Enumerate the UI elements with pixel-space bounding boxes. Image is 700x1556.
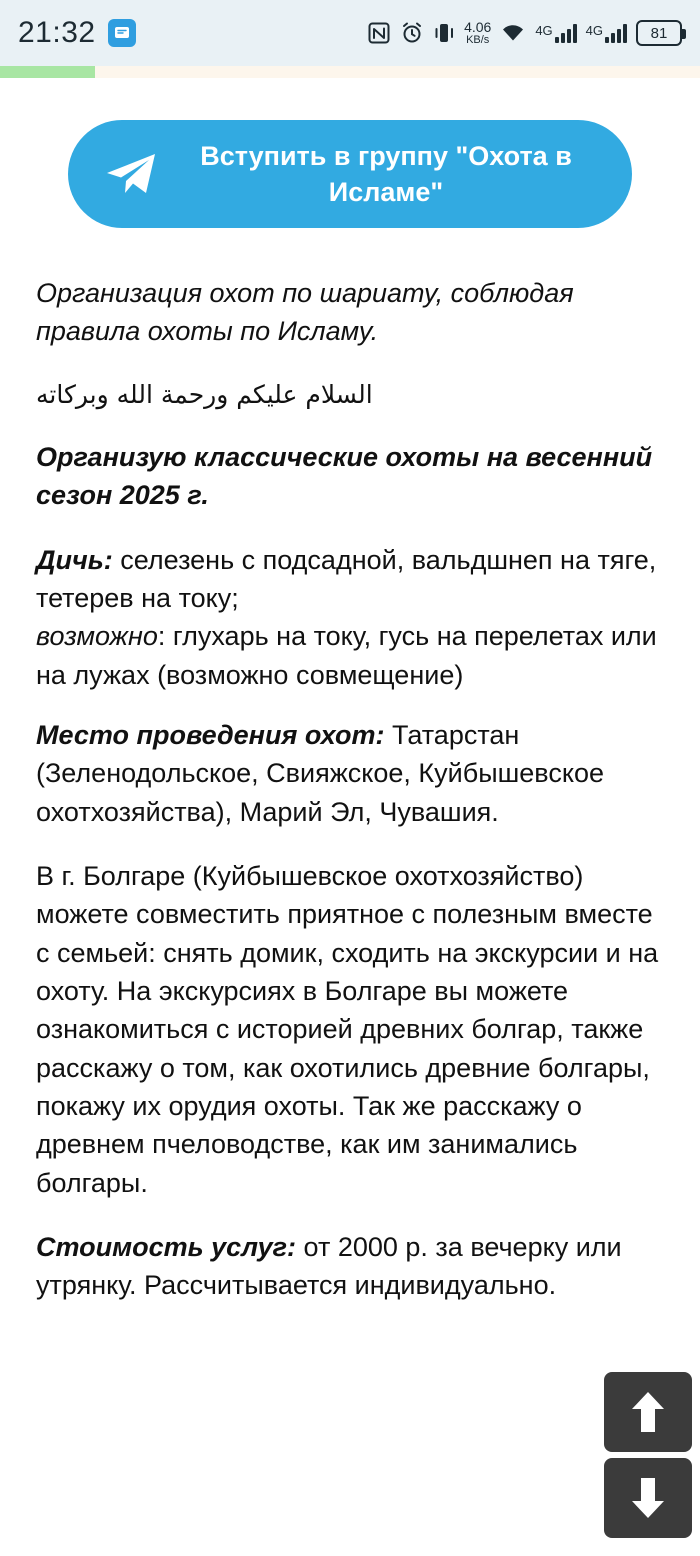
messaging-app-icon [108,19,136,47]
sim2-signal [586,23,627,43]
scroll-up-button[interactable] [604,1372,692,1452]
maybe-text: : глухарь на току, гусь на перелетах или на лужах (возможно совмещение) [36,621,657,690]
sim1-label: 4G [535,23,553,38]
nfc-icon [367,21,391,45]
sim1-bars [555,23,577,43]
status-clock: 21:32 [18,16,96,49]
game-label: Дичь: [36,544,113,575]
arabic-greeting-text: السلام عليكم ورحمة الله وبركاته [36,379,373,409]
cta-container [36,78,664,228]
join-group-label: Вступить в группу "Охота в Исламе" [200,140,572,207]
battery-indicator [636,20,682,46]
page-loading-bar-fill [0,66,95,78]
data-rate-unit: KB/s [466,34,490,46]
game-paragraph [36,541,664,694]
price-paragraph [36,1228,664,1305]
status-bar-right [367,20,682,46]
alarm-clock-icon [400,21,424,45]
sim2-bars [605,23,627,43]
status-bar [0,0,700,66]
season-heading: Организую классические охоты на весенний сезон 2025 г. [36,442,653,511]
battery-level: 81 [650,24,668,42]
intro-paragraph: Организация охот по шариату, соблюдая правила охоты по Исламу. [36,278,574,347]
place-label: Место проведения охот: [36,720,385,751]
page-loading-bar [0,66,700,78]
data-rate-indicator [464,20,491,46]
page-content [0,78,700,1556]
maybe-label: возможно [36,621,158,652]
scroll-down-button[interactable] [604,1458,692,1538]
sim1-signal [535,23,576,43]
arrow-up-icon [627,1389,669,1435]
arrow-down-icon [627,1475,669,1521]
bolgar-paragraph: В г. Болгаре (Куйбышевское охотхозяйство) можете совместить приятное с полезным вместе с семьей: снять домик, сходить на экскурсии и на охоту. На экскурсиях в Болгаре вы можете ознакомиться с историей древних болгар, также расскажу о том, как охотились древние болгары, покажу их орудия охоты. Так же расскажу о древнем пчеловодстве, как им занимались болгары. [36,861,659,1198]
status-bar-left [18,16,136,50]
telegram-icon [104,151,158,197]
wifi-icon [500,22,526,44]
price-label: Стоимость услуг: [36,1232,297,1263]
place-text: Татарстан (Зеленодольское, Свияжское, Куйбышевское охотхозяйства), Марий Эл, Чувашия. [36,720,604,827]
scroll-controls [604,1372,692,1538]
vibrate-icon [433,21,455,45]
article-body [36,274,664,1305]
place-paragraph [36,716,664,831]
price-text: от 2000 р. за вечерку или утрянку. Рассчитывается индивидуально. [36,1232,622,1301]
game-text: селезень с подсадной, вальдшнеп на тяге, тетерев на току; [36,544,657,614]
data-rate-value: 4.06 [464,19,492,35]
arabic-greeting-paragraph [36,377,664,413]
sim2-label: 4G [585,23,603,38]
join-group-button[interactable] [68,120,632,228]
